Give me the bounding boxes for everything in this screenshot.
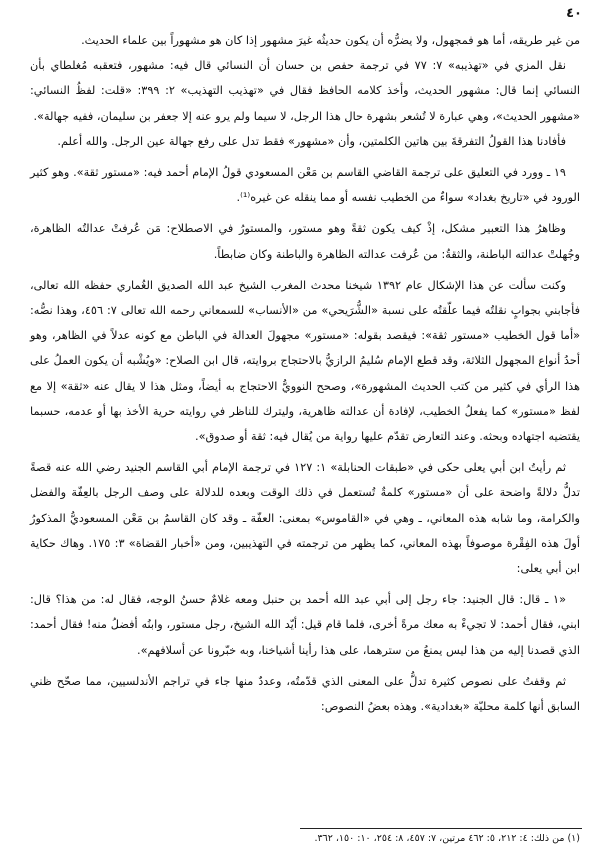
paragraph-3: فأفادنا هذا القولُ التفرقةَ بين هاتين الكلمتين، وأن «مشهور» فقط تدل على رفع جهالة عين الرجل. والله أعلم. <box>57 134 566 148</box>
paragraph-1: من غير طريقه، أما هو فمجهول، ولا يضرُّه أن يكون حديثُه غيرَ مشهور إذا كان هو مشهوراً بين علماء الحديث. <box>81 34 580 47</box>
paragraph-2: نقل المزي في «تهذيبه» ٧: ٧٧ في ترجمة حفص بن حسان أن النسائي قال فيه: مشهور، فتعقبه مُغلطاي بأن النسائي إنما قال: مشهور الحديث، وأخذ كلامه الحافظ فقال في «تهذيب التهذيب» ٢: ٣٩٩: «قلت: لفظُ النسائي: «مشهور الحديث»، وهي عبارة لا تُشعر بشهرة حال هذا الرجل، لا سيما ولم يرو عنه إلا جعفر بن سليمان، ففيه جهالة». <box>30 59 580 123</box>
paragraph-7: ثم رأيتُ ابن أبي يعلى حكى في «طبقات الحنابلة» ١: ١٢٧ في ترجمة الإمام أبي القاسم الجنيد رضي الله عنه قصةً تدلُّ دلالةً واضحة على أن «مستور» كلمةٌ تُستعمل في ذلك الوقت وبعده للدلالة على وصف الرجل بالعِفّة والفضل والكرامة، وما شابه هذه المعاني، ـ وهي في «القاموس» بمعنى: العفّة ـ وقد كان القاسمُ بن مَعْن المسعوديُّ المذكورُ أولَ هذه الفِقْرة موصوفاً بهذه المعاني، كما يظهر من ترجمته في التهذيبين، ومن «أخبار القضاة» ٣: ١٧٥. وهاك حكاية ابن أبي يعلى: <box>30 461 580 576</box>
footnote-divider <box>300 828 582 829</box>
paragraph-6: وكنت سألت عن هذا الإشكال عام ١٣٩٢ شيخنا محدث المغرب الشيخ عبد الله الصديق الغُماري حفظه الله تعالى، فأجابني بجوابٍ نقلتُه فيما علّقتُه على نسبة «الشُّرَيحي» من «الأنساب» للسمعاني رحمه الله تعالى ٧: ٤٥٦، وهذا نصُّه: «أما قول الخطيب «مستور ثقة»: فيقصد بقوله: «مستور» مجهولَ العدالة في الباطن مع كونه عدلاً في الظاهر، وهو أحدُ أنواع المجهول الثلاثة، وقد قطع الإمام سُليمُ الرازيُّ بالاحتجاج بروايته، قال ابن الصلاح: «ويُشْبه أن يكون العملُ على هذا الرأي في كثير من كتب الحديث المشهورة»، وصحح النوويُّ الاحتجاج به أيضاً، ومثل هذا لا يقال عنه «ثقة» إلا مع لفظ «مستور» كما يفعلُ الخطيب، لإفادة أن عدالته ظاهرية، وليترك للناظر في روايته حرية الأخذ بها أو عدمه، حسبما يقتضيه اجتهاده وبحثه. وعند التعارض تقدّم عليها رواية من يُقال فيه: ثقة أو صدوق». <box>30 278 580 444</box>
page-number: ٤٠ <box>566 6 582 21</box>
paragraph-9: ثم وقفتُ على نصوص كثيرة تدلُّ على المعنى الذي قدّمتُه، وعددٌ منها جاء في تراجم الأندلسيين، مما صحّح ظني السابق أنها كلمة محليّة «بغدادية». وهذه بعضُ النصوص: <box>30 674 580 714</box>
paragraph-4: ١٩ ـ وورد في التعليق على ترجمة القاضي القاسم بن مَعْن المسعودي قولُ الإمام أحمد فيه: «مستور ثقة». وهو كثير الورود في «تاريخ بغداد» سواءٌ من الخطيب نفسه أو مما ينقله عن غيره⁽¹⁾. <box>30 166 580 205</box>
paragraph-8: «١ ـ قال: قال الجنيد: جاء رجل إلى أبي عبد الله أحمد بن حنبل ومعه غلامٌ حسنُ الوجه، فقال له: من هذا؟ قال: ابني، فقال أحمد: لا تجيءْ به معك مرةً أخرى، فلما قام قيل: أيّد الله الشيخ، رجل مستور، وابنُه أفضلُ منه! فقال أحمد: الذي قصدنا إليه من هذا ليس يمنعُ من سترهما، على هذا رأينا أشياخنا، وبه خبّرونا عن أسلافهم». <box>30 593 580 657</box>
page-body <box>30 28 580 719</box>
paragraph-5: وظاهرُ هذا التعبير مشكل، إذْ كيف يكون ثقةً وهو مستور، والمستورُ في الاصطلاح: مَن عُرفتْ عدالتُه الظاهرة، وجُهلتْ عدالته الباطنة، والثقةُ: من عُرفت عدالته الظاهرة والباطنة وكان ضابطاً. <box>30 222 580 261</box>
footnote: (١) من ذلك: ٤: ٢١٢، ٥: ٤٦٢ مرتين، ٧: ٤٥٧، ٨: ٢٥٤، ١٠: ١٥٠، ٣٦٢. <box>314 833 580 844</box>
